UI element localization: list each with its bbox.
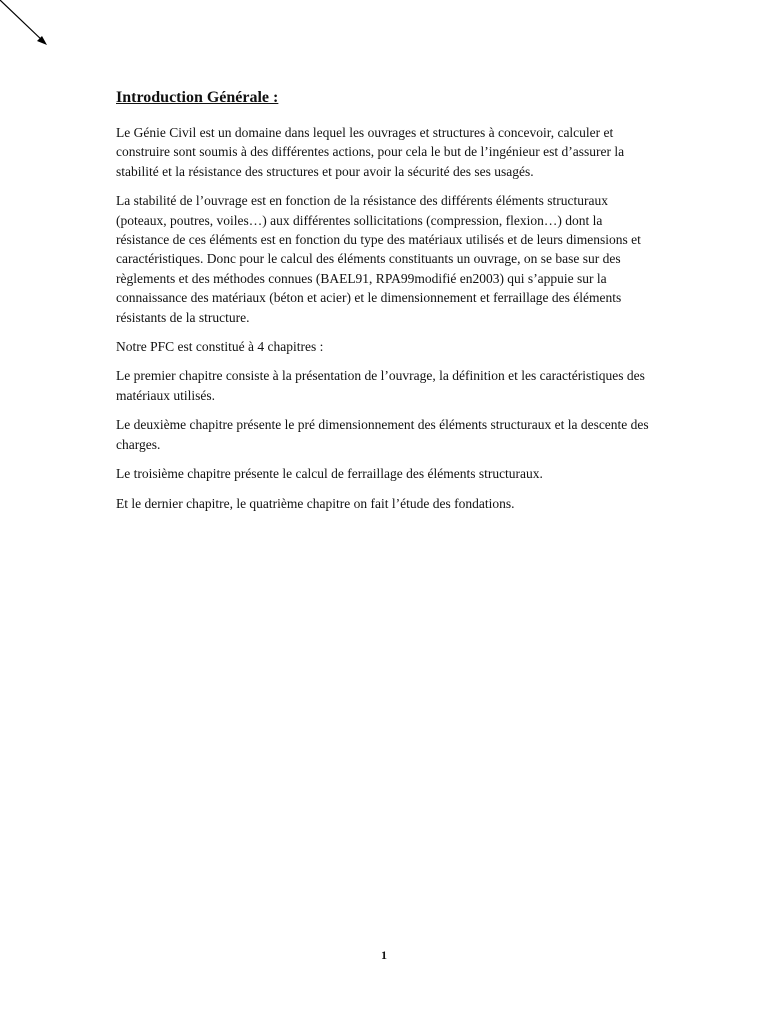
paragraph-chapters-count: Notre PFC est constitué à 4 chapitres :: [116, 339, 324, 355]
document-body: [116, 88, 656, 523]
paragraph-chapter-2: Le deuxième chapitre présente le pré dimensionnement des éléments structuraux et la descente des charges.: [116, 417, 649, 452]
paragraph-chapter-1: Le premier chapitre consiste à la présentation de l’ouvrage, la définition et les caractéristiques des matériaux utilisés.: [116, 368, 645, 403]
paragraph-stability: La stabilité de l’ouvrage est en fonction de la résistance des différents éléments structuraux (poteaux, poutres, voiles…) aux différentes sollicitations (compression, flexion…) dont la résistance de ces éléments est en fonction du type des matériaux utilisés et de leurs dimensions et caractéristiques. Donc pour le calcul des éléments constituants un ouvrage, on se base sur des règlements et des méthodes connues (BAEL91, RPA99modifié en2003) qui s’appuie sur la connaissance des matériaux (béton et acier) et le dimensionnement et ferraillage des éléments résistants de la structure.: [116, 193, 641, 325]
diagonal-arrow-icon: [0, 0, 52, 50]
paragraph-intro: Le Génie Civil est un domaine dans lequel les ouvrages et structures à concevoir, calculer et construire sont soumis à des différentes actions, pour cela le but de l’ingénieur est d’assurer la stabilité et la résistance des structures et pour avoir la sécurité des ses usagés.: [116, 125, 625, 179]
page-title: Introduction Générale :: [116, 89, 279, 106]
paragraph-chapter-3: Le troisième chapitre présente le calcul de ferraillage des éléments structuraux.: [116, 466, 543, 482]
paragraph-chapter-4: Et le dernier chapitre, le quatrième chapitre on fait l’étude des fondations.: [116, 495, 515, 511]
page-number: 1: [381, 948, 387, 962]
